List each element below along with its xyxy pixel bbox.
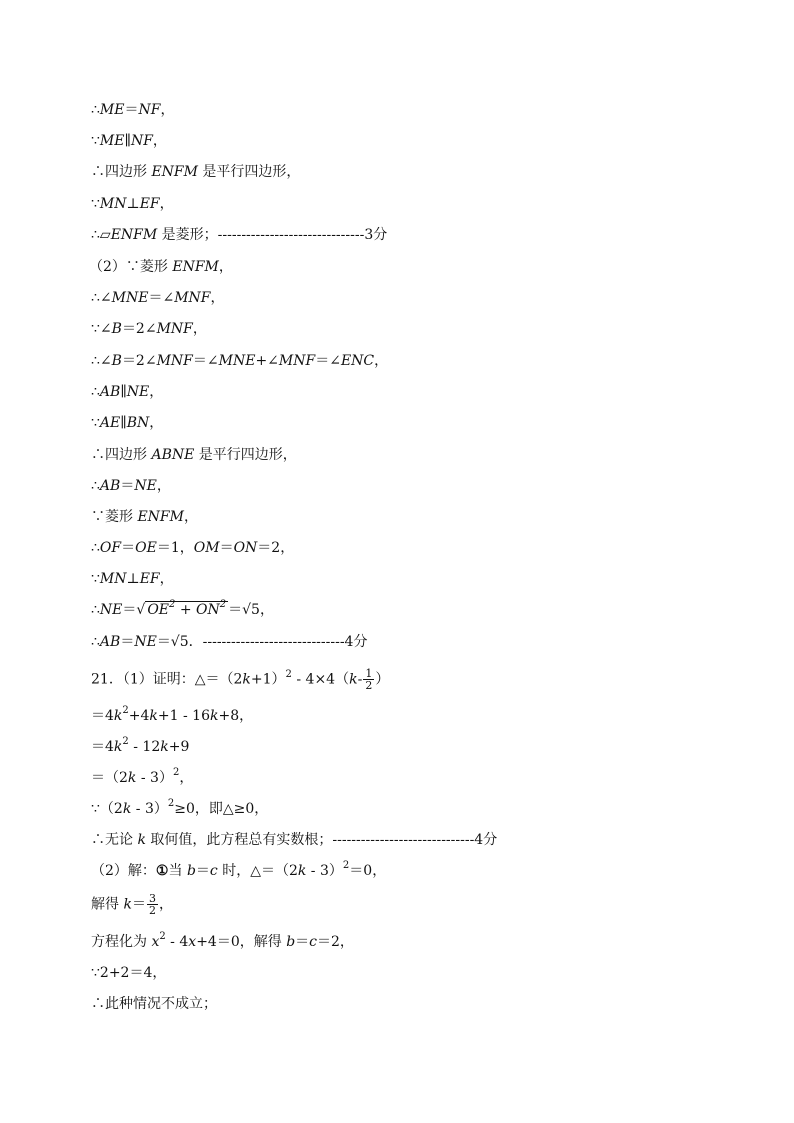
proof-line: $=4k^2 - 12k+9$ (91, 736, 190, 755)
proof-line: （2）∵菱形 ENFM， (89, 259, 233, 275)
proof-line: ∵菱形 ENFM， (91, 509, 198, 525)
proof-line: ∴AB＝NE＝√5．------------------------------4分 (91, 634, 368, 650)
proof-line: ∵MN⊥EF， (91, 196, 174, 212)
fraction: $\frac{3}{2}$ (148, 892, 156, 917)
proof-line: ∴此种情况不成立； (91, 996, 217, 1012)
sqrt-expression: √ $OE^2 + ON^2$ (136, 599, 227, 618)
proof-line: $=4k^2+4k+1 - 16k+8$， (91, 705, 254, 724)
proof-line: ∴∠B＝2∠MNF＝∠MNE+∠MNF＝∠ENC， (91, 353, 389, 369)
proof-line: （2）解：①当 b＝c 时，△＝（2k - 3）$^2$＝0， (91, 860, 387, 879)
proof-line: ∴AB∥NE， (91, 384, 164, 400)
proof-line: 21．（1）证明：$\triangle=(2k+1)^2 - 4\times 4(k-$ $\frac{1}{2}$ ） (91, 667, 390, 692)
proof-line: ∴四边形 ABNE 是平行四边形， (91, 447, 297, 463)
proof-line: ∴OF＝OE＝1，OM＝ON＝2， (91, 540, 295, 556)
proof-line: ∴∠MNE＝∠MNF， (91, 290, 225, 306)
proof-line: ∵（2k - 3）$^2$≥0，即△≥0， (91, 798, 269, 817)
proof-line: ∴无论 k 取何值，此方程总有实数根；------------------------------4分 (91, 832, 498, 848)
proof-line: ∵∠B＝2∠MNF， (91, 321, 207, 337)
proof-line: ∴AB＝NE， (91, 478, 171, 494)
proof-line: ∴四边形 ENFM 是平行四边形， (91, 164, 301, 180)
proof-line: ∴▱ENFM 是菱形；-------------------------------3分 (91, 227, 388, 243)
proof-line: ＝（2k - 3）$^2$， (91, 767, 194, 786)
proof-line: ∴NE＝√ $OE^2 + ON^2 =√5$， (91, 601, 274, 619)
proof-line: ∵AE∥BN， (91, 415, 164, 431)
proof-line: 方程化为 $x^2 - 4x+4=0$，解得 b＝c＝2， (91, 931, 354, 950)
proof-line: ∵2+2＝4， (91, 965, 167, 981)
proof-line: ∴ME＝NF， (91, 102, 175, 118)
proof-line: 解得 k＝ $\frac{3}{2}$ ， (91, 892, 173, 917)
fraction: $\frac{1}{2}$ (365, 667, 373, 692)
proof-line: ∵MN⊥EF， (91, 571, 174, 587)
proof-line: ∵ME∥NF， (91, 133, 167, 149)
